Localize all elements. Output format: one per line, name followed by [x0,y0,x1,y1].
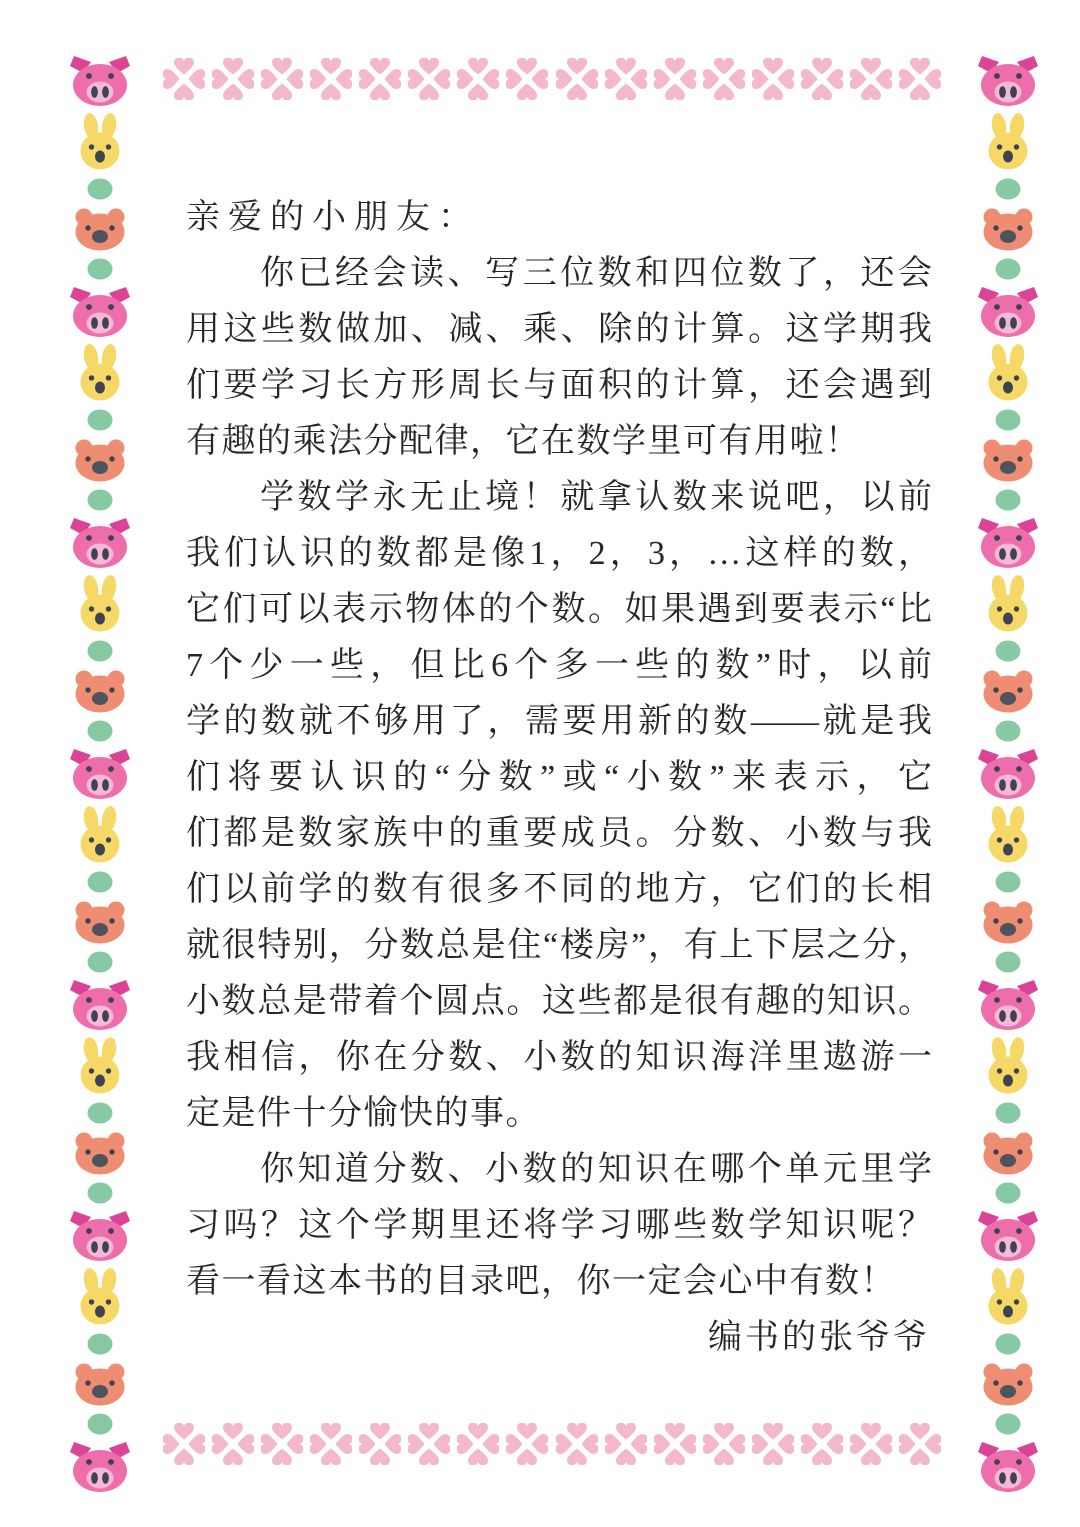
green-dot-icon [87,951,113,973]
green-dot-icon [995,951,1021,973]
green-dot-icon [87,640,113,662]
clover-icon [457,1423,499,1465]
clover-icon [163,1423,205,1465]
pig-face-icon [976,287,1040,337]
clover-icon [408,1423,450,1465]
letter-line: 定是件十分愉快的事。 [186,1095,541,1132]
bear-face-icon [981,1131,1035,1175]
green-dot-icon [87,1182,113,1204]
clover-icon [506,58,548,100]
letter-line: 小数总是带着个圆点。这些都是很有趣的知识。 [186,983,932,1020]
clover-icon [310,58,352,100]
rabbit-face-icon [77,806,123,864]
clover-icon [556,58,598,100]
rabbit-face-icon [77,1268,123,1326]
pig-face-icon [976,980,1040,1030]
rabbit-face-icon [985,1268,1031,1326]
rabbit-face-icon [985,113,1031,171]
clover-icon [654,1423,696,1465]
pig-face-icon [976,1211,1040,1261]
letter-line: 用这些数做加、减、乘、除的计算。这学期我 [186,311,932,348]
rabbit-face-icon [77,344,123,402]
letter-signature: 编书的张爷爷 [708,1319,930,1356]
clover-icon [261,58,303,100]
letter-line: 学数学永无止境！就拿认数来说吧，以前 [260,479,932,516]
green-dot-icon [87,1333,113,1355]
rabbit-face-icon [985,1037,1031,1095]
clover-icon [457,58,499,100]
bear-face-icon [73,438,127,482]
pig-face-icon [68,1211,132,1261]
letter-line: 们将要认识的“分数”或“小数”来表示，它 [186,759,932,796]
letter-line: 们要学习长方形周长与面积的计算，还会遇到 [186,367,932,404]
green-dot-icon [995,1182,1021,1204]
letter-line: 习吗？这个学期里还将学习哪些数学知识呢？ [186,1207,932,1244]
rabbit-face-icon [77,113,123,171]
bear-face-icon [73,207,127,251]
clover-icon [556,1423,598,1465]
green-dot-icon [87,1102,113,1124]
bear-face-icon [73,1131,127,1175]
clover-icon [801,1423,843,1465]
clover-icon [703,58,745,100]
bear-face-icon [981,1362,1035,1406]
bear-face-icon [981,438,1035,482]
rabbit-face-icon [77,575,123,633]
green-dot-icon [87,720,113,742]
top-border [163,57,941,101]
pig-face-icon [68,980,132,1030]
green-dot-icon [995,409,1021,431]
green-dot-icon [995,1413,1021,1435]
green-dot-icon [87,258,113,280]
clover-icon [703,1423,745,1465]
letter-body [186,190,932,1366]
bear-face-icon [73,669,127,713]
pig-face-icon [976,518,1040,568]
clover-icon [752,58,794,100]
letter-salutation: 亲爱的小朋友： [186,199,480,236]
letter-line: 有趣的乘法分配律，它在数学里可有用啦！ [186,423,861,460]
pig-face-icon [976,1442,1040,1492]
clover-icon [359,1423,401,1465]
pig-face-icon [68,56,132,106]
green-dot-icon [87,409,113,431]
clover-icon [212,58,254,100]
letter-line: 就很特别，分数总是住“楼房”，有上下层之分， [186,927,932,964]
letter-line: 们以前学的数有很多不同的地方，它们的长相 [186,871,932,908]
clover-icon [506,1423,548,1465]
letter-line: 它们可以表示物体的个数。如果遇到要表示“比 [186,591,932,628]
green-dot-icon [995,640,1021,662]
letter-line: 们都是数家族中的重要成员。分数、小数与我 [186,815,932,852]
clover-icon [605,58,647,100]
clover-icon [899,58,941,100]
clover-icon [310,1423,352,1465]
green-dot-icon [995,1333,1021,1355]
rabbit-face-icon [985,575,1031,633]
green-dot-icon [995,489,1021,511]
green-dot-icon [87,871,113,893]
bear-face-icon [73,900,127,944]
clover-icon [801,58,843,100]
clover-icon [654,58,696,100]
letter-line: 你知道分数、小数的知识在哪个单元里学 [260,1151,932,1188]
green-dot-icon [87,178,113,200]
clover-icon [408,58,450,100]
green-dot-icon [995,258,1021,280]
green-dot-icon [995,871,1021,893]
right-border [968,56,1048,1492]
clover-icon [261,1423,303,1465]
clover-icon [163,58,205,100]
green-dot-icon [87,1413,113,1435]
green-dot-icon [87,489,113,511]
pig-face-icon [68,749,132,799]
letter-line: 看一看这本书的目录吧，你一定会心中有数！ [186,1263,896,1300]
letter-line: 7个少一些，但比6个多一些的数”时，以前 [186,647,932,684]
letter-line: 我们认识的数都是像1，2，3，…这样的数， [186,535,932,572]
rabbit-face-icon [985,806,1031,864]
pig-face-icon [68,1442,132,1492]
clover-icon [899,1423,941,1465]
letter-line: 我相信，你在分数、小数的知识海洋里遨游一 [186,1039,932,1076]
clover-icon [212,1423,254,1465]
pig-face-icon [976,56,1040,106]
green-dot-icon [995,720,1021,742]
clover-icon [850,1423,892,1465]
clover-icon [605,1423,647,1465]
bottom-border [163,1422,941,1466]
clover-icon [752,1423,794,1465]
green-dot-icon [995,178,1021,200]
bear-face-icon [981,207,1035,251]
pig-face-icon [68,518,132,568]
pig-face-icon [976,749,1040,799]
bear-face-icon [73,1362,127,1406]
clover-icon [359,58,401,100]
bear-face-icon [981,900,1035,944]
left-border [60,56,140,1492]
letter-line: 你已经会读、写三位数和四位数了，还会 [260,255,932,292]
rabbit-face-icon [985,344,1031,402]
letter-line: 学的数就不够用了，需要用新的数——就是我 [186,703,932,740]
rabbit-face-icon [77,1037,123,1095]
pig-face-icon [68,287,132,337]
bear-face-icon [981,669,1035,713]
clover-icon [850,58,892,100]
green-dot-icon [995,1102,1021,1124]
